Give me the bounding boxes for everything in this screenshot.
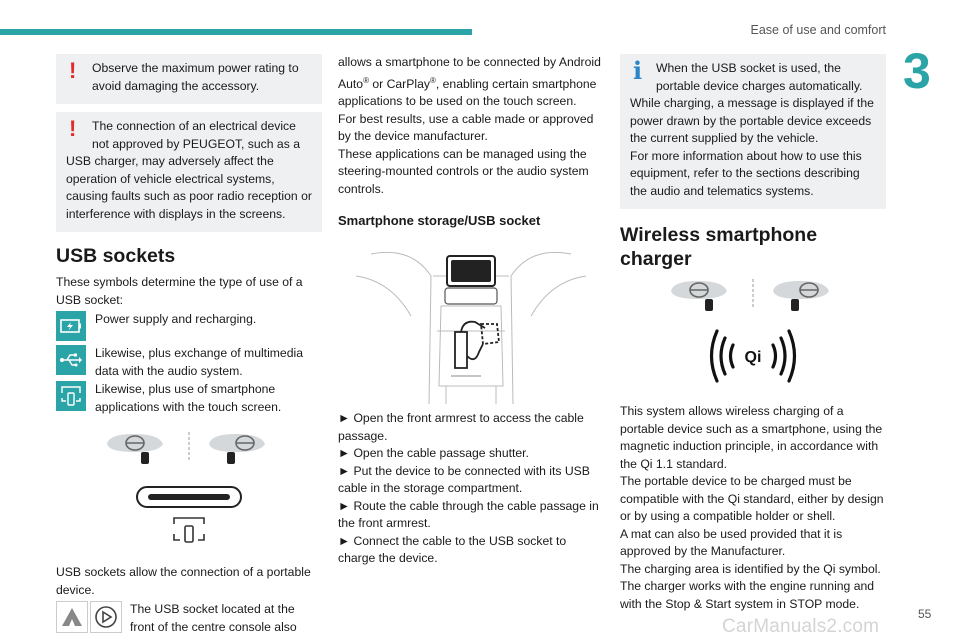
best-results-text: For best results, use a cable made or approved by the device manufacturer. (338, 111, 594, 144)
usb-socket-illustration (56, 484, 322, 550)
text-part: or CarPlay (368, 76, 430, 91)
info-notice-usb (620, 54, 886, 209)
usb-location-illustration (56, 430, 322, 468)
smartphone-screen-icon (56, 381, 86, 411)
column-middle (338, 54, 604, 568)
usb-sockets-heading: USB sockets (56, 245, 176, 267)
usb-allow-text: USB sockets allow the connection of a portable device. (56, 565, 311, 597)
header-accent-bar (0, 29, 472, 35)
step-item: ► Open the cable passage shutter. (338, 446, 529, 461)
exclamation-icon: ! (69, 58, 77, 83)
android-auto-icon (56, 601, 88, 633)
usb-location-text: The USB socket located at the front of the centre console also (130, 602, 297, 634)
android-carplay-text (338, 54, 604, 111)
registered-mark: ® (429, 75, 436, 85)
qi-label: Qi (744, 349, 762, 366)
dashboard-location-icon (663, 277, 843, 315)
section-title: Ease of use and comfort (750, 23, 886, 37)
wireless-location-illustration (620, 277, 886, 315)
symbol-row-power (56, 311, 322, 341)
carplay-android-row (56, 601, 322, 636)
symbol-row-smartphone (56, 381, 322, 416)
warning-lead-text: The connection of an electrical device not approved by PEUGEOT, such as a (92, 119, 300, 151)
symbol-label-smartphone: Likewise, plus use of smartphone applications with the touch screen. (95, 382, 282, 414)
dashboard-location-icon (99, 430, 279, 468)
step-item: ► Route the cable through the cable passage in the front armrest. (338, 498, 599, 531)
step-item: ► Put the device to be connected with its USB cable in the storage compartment. (338, 463, 590, 496)
symbol-label-data: Likewise, plus exchange of multimedia data with the audio system. (95, 346, 303, 378)
watermark: CarManuals2.com (722, 616, 880, 637)
usb-socket-icon (134, 484, 244, 550)
usb-intro: These symbols determine the type of use of a USB socket: (56, 275, 303, 307)
armrest-illustration (338, 236, 604, 404)
warning-text: Observe the maximum power rating to avoid damaging the accessory. (92, 61, 299, 93)
wireless-para: The charger works with the engine running and with the Stop & Start system in STOP mode. (620, 579, 875, 611)
warning-body-text: USB charger, may adversely affect the operation of vehicle electrical systems, causing faults such as poor radio reception or interference with displays in the screens. (66, 154, 312, 221)
warning-notice-power (56, 54, 322, 104)
wireless-paragraphs (620, 403, 886, 613)
wireless-para: The charging area is identified by the Qi symbol. (620, 561, 881, 576)
armrest-storage-icon (351, 236, 591, 404)
column-right (620, 54, 886, 613)
registered-mark: ® (363, 75, 369, 85)
step-item: ► Open the front armrest to access the cable passage. (338, 411, 584, 443)
warning-notice-device (56, 112, 322, 232)
wireless-para: The portable device to be charged must be compatible with the Qi standard, either by design or by using a compatible holder or shell. (620, 474, 884, 523)
info-text: While charging, a message is displayed if the power drawn by the portable device exceeds the current supplied by the vehicle. (630, 96, 874, 145)
info-lead-text: When the USB socket is used, the portable device charges automatically. (656, 61, 863, 93)
exclamation-icon: ! (69, 116, 77, 141)
info-icon: i (633, 56, 643, 85)
battery-charge-icon (56, 311, 86, 341)
page-number: 55 (918, 607, 932, 621)
wireless-para: A mat can also be used provided that it is approved by the Manufacturer. (620, 526, 843, 558)
symbol-label-power: Power supply and recharging. (95, 312, 257, 326)
symbol-row-data (56, 345, 322, 380)
managed-text: These applications can be managed using the steering-mounted controls or the audio system controls. (338, 146, 589, 196)
text-part: allows a smartphone to be connected by Android Auto (338, 55, 601, 91)
wireless-para: This system allows wireless charging of a portable device such as a smartphone, using the magnetic induction principle, in accordance with the Qi 1.1 standard. (620, 404, 883, 471)
info-text: For more information about how to use this equipment, refer to the sections describing the audio and telematics systems. (630, 148, 862, 198)
wireless-heading: Wireless smartphone charger (620, 224, 818, 270)
chapter-number: 3 (903, 43, 931, 99)
storage-heading: Smartphone storage/USB socket (338, 213, 541, 229)
column-left (56, 54, 322, 636)
carplay-icon (90, 601, 122, 633)
qi-symbol-illustration (620, 325, 886, 387)
text-part: , enabling certain smartphone applications to be used on the touch screen. (338, 76, 597, 109)
step-item: ► Connect the cable to the USB socket to charge the device. (338, 533, 567, 566)
storage-steps (338, 410, 604, 568)
usb-data-icon (56, 345, 86, 375)
qi-wireless-icon (703, 325, 803, 387)
